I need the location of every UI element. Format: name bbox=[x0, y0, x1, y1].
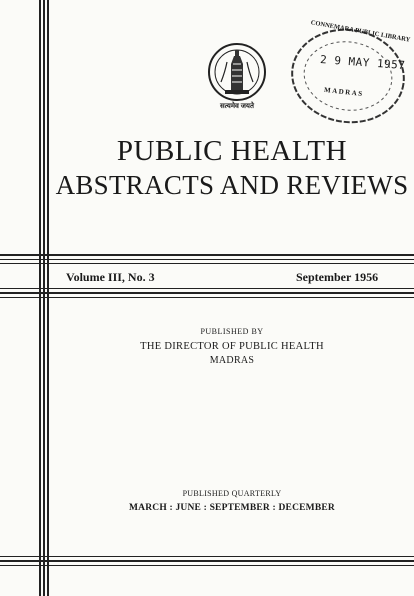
stamp-city: MADRAS bbox=[323, 85, 365, 99]
bottom-rule-3 bbox=[0, 565, 414, 566]
emblem-icon bbox=[205, 42, 269, 108]
volume-number: Volume III, No. 3 bbox=[66, 270, 155, 284]
title-line-2: ABSTRACTS AND REVIEWS bbox=[55, 170, 409, 200]
title-line-1: PUBLIC HEALTH bbox=[116, 135, 348, 167]
emblem-motto: सत्यमेव जयते bbox=[220, 102, 254, 110]
upper-rule-2 bbox=[0, 259, 414, 260]
mid-rule-1 bbox=[0, 288, 414, 289]
published-by-label: PUBLISHED BY bbox=[200, 327, 264, 336]
stamp-date: 2 9 MAY 1957 bbox=[319, 53, 406, 72]
left-border-line-3 bbox=[47, 0, 49, 596]
upper-rule-3 bbox=[0, 263, 414, 264]
left-border-line-2 bbox=[43, 0, 45, 596]
upper-rule-1 bbox=[0, 254, 414, 256]
frequency-label: PUBLISHED QUARTERLY bbox=[182, 489, 282, 498]
issue-date: September 1956 bbox=[296, 270, 379, 284]
mid-rule-3 bbox=[0, 297, 414, 298]
publication-months: MARCH : JUNE : SEPTEMBER : DECEMBER bbox=[129, 503, 335, 513]
bottom-rule-1 bbox=[0, 556, 414, 557]
mid-rule-2 bbox=[0, 292, 414, 294]
publisher-name: THE DIRECTOR OF PUBLIC HEALTH bbox=[140, 341, 324, 352]
stamp-library-name: CONNEMARA PUBLIC LIBRARY bbox=[310, 19, 411, 44]
left-border-line-1 bbox=[39, 0, 41, 596]
publisher-city: MADRAS bbox=[209, 355, 255, 366]
bottom-rule-2 bbox=[0, 560, 414, 562]
